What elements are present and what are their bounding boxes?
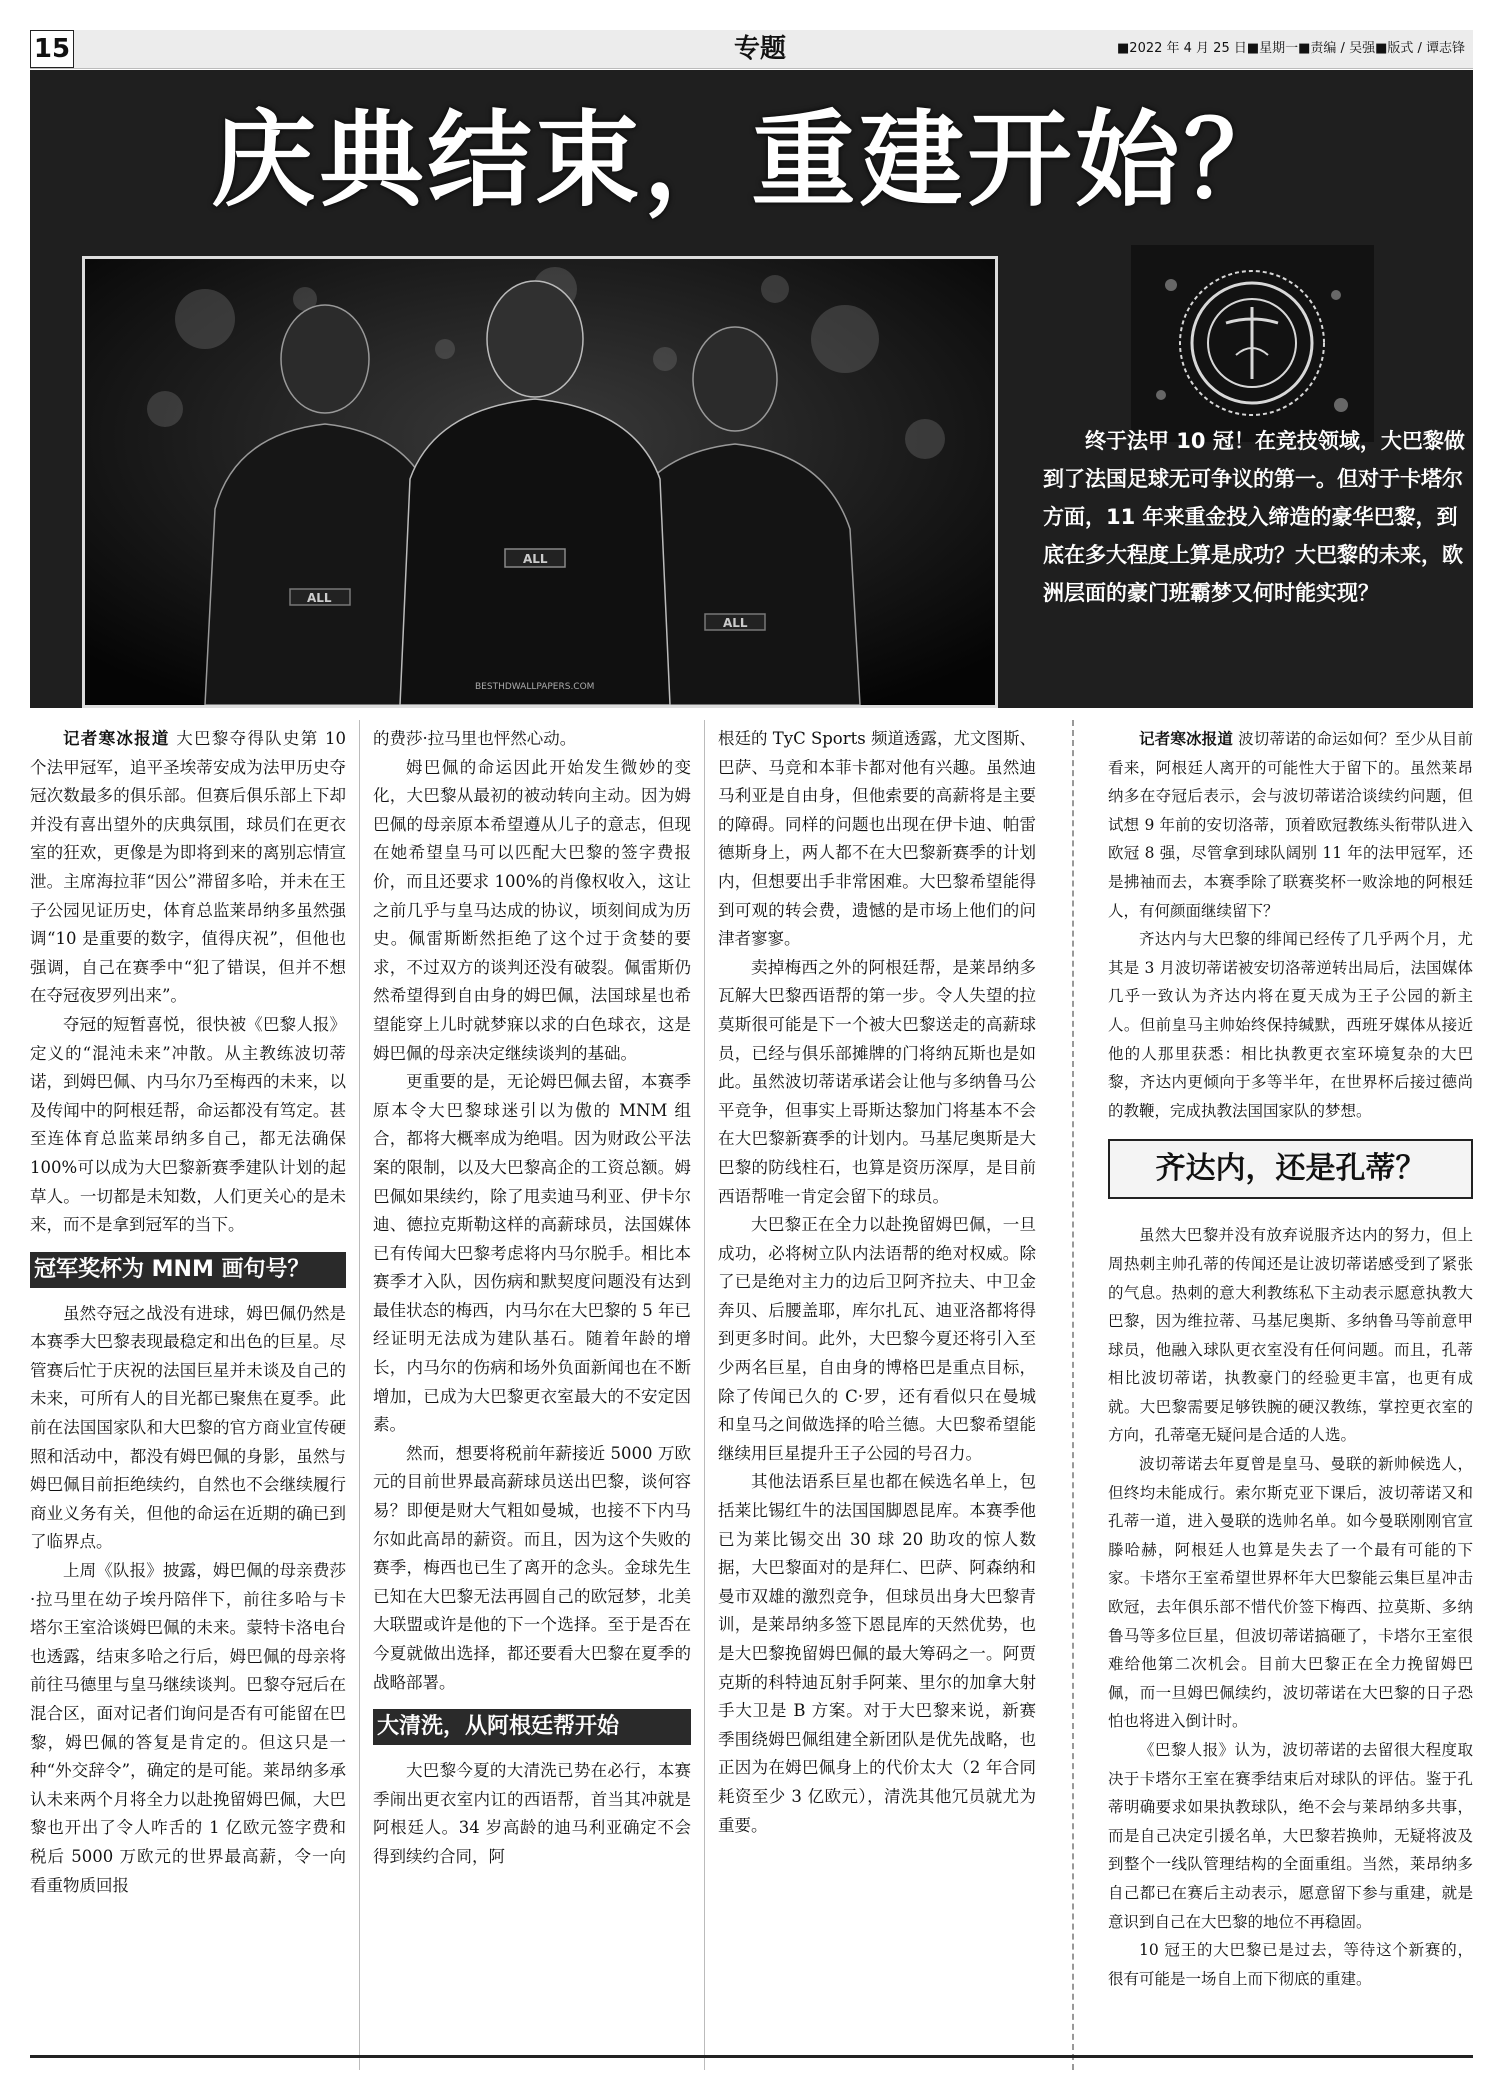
subheading: 大清洗，从阿根廷帮开始 xyxy=(373,1709,691,1745)
article-column-4 xyxy=(1108,725,1473,1993)
article-paragraph: 10 冠王的大巴黎已是过去，等待这个新赛的，很有可能是一场自上而下彻底的重建。 xyxy=(1108,1941,1473,1988)
article-column-1 xyxy=(30,725,346,1900)
article-paragraph: 上周《队报》披露，姆巴佩的母亲费莎·拉马里在幼子埃丹陪伴下，前往多哈与卡塔尔王室洽谈姆巴佩的未来。蒙特卡洛电台也透露，结束多哈之行后，姆巴佩的母亲将前往马德里与皇马继续谈判。巴黎夺冠后在混合区，面对记者们询问是否有可能留在巴黎，姆巴佩的答复是肯定的。但这只是一种“外交辞令”，确定的是可能。莱昂纳多承认未来两个月将全力以赴挽留姆巴佩，大巴黎也开出了令人咋舌的 1 亿欧元签字费和税后 5000 万欧元的世界最高薪，令一向看重物质回报 xyxy=(30,1561,346,1895)
column-rule xyxy=(359,720,360,2070)
column-rule xyxy=(704,720,705,2070)
page-number: 15 xyxy=(30,30,74,68)
article-paragraph: 虽然大巴黎并没有放弃说服齐达内的努力，但上周热刺主帅孔蒂的传闻还是让波切蒂诺感受到了紧张的气息。热刺的意大利教练私下主动表示愿意执教大巴黎，因为维拉蒂、马基尼奥斯、多纳鲁马等前意甲球员，他融入球队更衣室没有任何问题。而且，孔蒂相比波切蒂诺，执教豪门的经验更丰富，也更有成就。大巴黎需要足够铁腕的硬汉教练，掌控更衣室的方向，孔蒂毫无疑问是合适的人选。 xyxy=(1108,1226,1473,1445)
article-paragraph xyxy=(30,725,346,1011)
section-title: 专题 xyxy=(733,34,786,64)
article-column-2 xyxy=(373,725,691,1872)
photo-credit: BESTHDWALLPAPERS.COM xyxy=(475,682,595,692)
jersey-text-left: ALL xyxy=(307,591,332,605)
article-paragraph: 波切蒂诺去年夏曾是皇马、曼联的新帅候选人，但终均未能成行。索尔斯克亚下课后，波切蒂诺又和孔蒂一道，进入曼联的选帅名单。如今曼联刚刚官宣滕哈赫，阿根廷人也算是失去了一个最有可能的下家。卡塔尔王室希望世界杯年大巴黎能云集巨星冲击欧冠，去年俱乐部不惜代价签下梅西、拉莫斯、多纳鲁马等多位巨星，但波切蒂诺搞砸了，卡塔尔王室很难给他第二次机会。目前大巴黎正在全力挽留姆巴佩，而一旦姆巴佩续约，波切蒂诺在大巴黎的日子恐怕也将进入倒计时。 xyxy=(1108,1455,1473,1731)
paragraph-text: 大巴黎夺得队史第 10 个法甲冠军，追平圣埃蒂安成为法甲历史夺冠次数最多的俱乐部。但赛后俱乐部上下却并没有喜出望外的庆典氛围，球员们在更衣室的狂欢，更像是为即将到来的离别忘情宣泄。主席海拉菲“因公”滞留多哈，并未在王子公园见证历史，体育总监莱昂纳多虽然强调“10 是重要的数字，值得庆祝”，但他也强调，自己在赛季中“犯了错误，但并不想在夺冠夜罗列出来”。 xyxy=(30,729,346,1006)
article-paragraph: 其他法语系巨星也都在候选名单上，包括莱比锡红牛的法国国脚恩昆库。本赛季他已为莱比锡交出 30 球 20 助攻的惊人数据，大巴黎面对的是拜仁、巴萨、阿森纳和曼市双雄的激烈竞争，但球员出身大巴黎青训，是莱昂纳多签下恩昆库的天然优势，也是大巴黎挽留姆巴佩的最大筹码之一。阿贾克斯的科特迪瓦射手阿莱、里尔的加拿大射手大卫是 B 方案。对于大巴黎来说，新赛季围绕姆巴佩组建全新团队是优先战略，也正因为在姆巴佩身上的代价太大（2 年合同耗资至少 3 亿欧元），清洗其他冗员就尤为重要。 xyxy=(718,1472,1036,1835)
players-illustration xyxy=(85,259,995,705)
article-paragraph: 虽然夺冠之战没有进球，姆巴佩仍然是本赛季大巴黎表现最稳定和出色的巨星。尽管赛后忙于庆祝的法国巨星并未谈及自己的未来，可所有人的目光都已聚焦在夏季。此前在法国国家队和大巴黎的官方商业宣传硬照和活动中，都没有姆巴佩的身影，虽然与姆巴佩目前拒绝续约，自然也不会继续履行商业义务有关，但他的命运在近期的确已到了临界点。 xyxy=(30,1303,346,1552)
jersey-text-right: ALL xyxy=(723,616,748,630)
article-paragraph: 齐达内与大巴黎的绯闻已经传了几乎两个月，尤其是 3 月波切蒂诺被安切洛蒂逆转出局后，法国媒体几乎一致认为齐达内将在夏天成为王子公园的新主人。但前皇马主帅始终保持缄默，西班牙媒体从接近他的人那里获悉：相比执教更衣室环境复杂的大巴黎，齐达内更倾向于多等半年，在世界杯后接过德尚的教鞭，完成执教法国国家队的梦想。 xyxy=(1108,930,1473,1120)
column-rule xyxy=(1072,720,1074,2070)
crest-icon xyxy=(1131,245,1374,442)
hero-banner xyxy=(30,70,1473,708)
psg-crest-image xyxy=(1131,245,1374,442)
page-header xyxy=(30,30,1473,69)
paragraph-text: 波切蒂诺的命运如何？至少从目前看来，阿根廷人离开的可能性大于留下的。虽然莱昂纳多在夺冠后表示，会与波切蒂诺洽谈续约问题，但试想 9 年前的安切洛蒂，顶着欧冠教练头衔带队进入欧冠 8 强，尽管拿到球队阔别 11 年的法甲冠军，还是拂袖而去，本赛季除了联赛奖杯一败涂地的阿根廷人，有何颜面继续留下？ xyxy=(1108,730,1473,920)
byline: 记者寒冰报道 xyxy=(63,729,170,748)
byline: 记者寒冰报道 xyxy=(1139,730,1234,748)
article-paragraph: 更重要的是，无论姆巴佩去留，本赛季原本令大巴黎球迷引以为傲的 MNM 组合，都将大概率成为绝唱。因为财政公平法案的限制，以及大巴黎高企的工资总额。姆巴佩如果续约，除了甩卖迪马利亚、伊卡尔迪、德拉克斯勒这样的高薪球员，法国媒体已有传闻大巴黎考虑将内马尔脱手。相比本赛季才入队，因伤病和默契度问题没有达到最佳状态的梅西，内马尔在大巴黎的 5 年已经证明无法成为建队基石。随着年龄的增长，内马尔的伤病和场外负面新闻也在不断增加，已成为大巴黎更衣室最大的不安定因素。 xyxy=(373,1072,691,1435)
article-paragraph xyxy=(1108,725,1473,925)
article-paragraph: 《巴黎人报》认为，波切蒂诺的去留很大程度取决于卡塔尔王室在赛季结束后对球队的评估。鉴于孔蒂明确要求如果执教球队，绝不会与莱昂纳多共事，而是自己决定引援名单，大巴黎若换帅，无疑将波及到整个一线队管理结构的全面重组。当然，莱昂纳多自己都已在赛后主动表示，愿意留下参与重建，就是意识到自己在大巴黎的地位不再稳固。 xyxy=(1108,1741,1473,1931)
article-paragraph: 姆巴佩的命运因此开始发生微妙的变化，大巴黎从最初的被动转向主动。因为姆巴佩的母亲原本希望遵从儿子的意志，但现在她希望皇马可以匹配大巴黎的签字费报价，而且还要求 100%的肖像权收入，这让之前几乎与皇马达成的协议，顷刻间成为历史。佩雷斯断然拒绝了这个过于贪婪的要求，不过双方的谈判还没有破裂。佩雷斯仍然希望得到自由身的姆巴佩，法国球星也希望能穿上儿时就梦寐以求的白色球衣，这是姆巴佩的母亲决定继续谈判的基础。 xyxy=(373,757,691,1063)
article-paragraph: 的费莎·拉马里也怦然心动。 xyxy=(373,729,577,748)
article-paragraph: 大巴黎正在全力以赴挽留姆巴佩，一旦成功，必将树立队内法语帮的绝对权威。除了已是绝对主力的边后卫阿齐拉夫、中卫金奔贝、后腰盖耶，库尔扎瓦、迪亚洛都将得到更多时间。此外，大巴黎今夏还将引入至少两名巨星，自由身的博格巴是重点目标，除了传闻已久的 C·罗，还有看似只在曼城和皇马之间做选择的哈兰德。大巴黎希望能继续用巨星提升王子公园的号召力。 xyxy=(718,1215,1036,1463)
article-paragraph: 卖掉梅西之外的阿根廷帮，是莱昂纳多瓦解大巴黎西语帮的第一步。令人失望的拉莫斯很可能是下一个被大巴黎送走的高薪球员，已经与俱乐部摊牌的门将纳瓦斯也是如此。虽然波切蒂诺承诺会让他与多纳鲁马公平竞争，但事实上哥斯达黎加门将基本不会在大巴黎新赛季的计划内。马基尼奥斯是大巴黎的防线柱石，也算是资历深厚，是目前西语帮唯一肯定会留下的球员。 xyxy=(718,957,1036,1206)
subheading: 冠军奖杯为 MNM 画句号？ xyxy=(30,1252,346,1288)
subheading: 齐达内，还是孔蒂？ xyxy=(1108,1139,1473,1199)
headline: 庆典结束，重建开始？ xyxy=(211,98,1292,221)
article-paragraph: 大巴黎今夏的大清洗已势在必行，本赛季闹出更衣室内讧的西语帮，首当其冲就是阿根廷人。34 岁高龄的迪马利亚确定不会得到续约合同，阿 xyxy=(373,1761,691,1866)
article-paragraph: 根廷的 TyC Sports 频道透露，尤文图斯、巴萨、马竞和本菲卡都对他有兴趣。虽然迪马利亚是自由身，但他索要的高薪将是主要的障碍。同样的问题也出现在伊卡迪、帕雷德斯身上，两人都不在大巴黎新赛季的计划内，但想要出手非常困难。大巴黎希望能得到可观的转会费，遗憾的是市场上他们的问津者寥寥。 xyxy=(718,729,1036,949)
article-paragraph: 然而，想要将税前年薪接近 5000 万欧元的目前世界最高薪球员送出巴黎，谈何容易？即便是财大气粗如曼城，也接不下内马尔如此高昂的薪资。而且，因为这个失败的赛季，梅西也已生了离开的念头。金球先生已知在大巴黎无法再圆自己的欧冠梦，北美大联盟或许是他的下一个选择。至于是否在今夏就做出选择，都还要看大巴黎在夏季的战略部署。 xyxy=(373,1443,691,1692)
issue-meta: ■2022 年 4 月 25 日■星期一■责编 / 吴强■版式 / 谭志锋 xyxy=(1117,41,1465,56)
article-column-3 xyxy=(718,725,1036,1840)
players-photo xyxy=(82,256,998,708)
bottom-rule xyxy=(30,2055,1473,2058)
article-paragraph: 夺冠的短暂喜悦，很快被《巴黎人报》定义的“混沌未来”冲散。从主教练波切蒂诺，到姆巴佩、内马尔乃至梅西的未来，以及传闻中的阿根廷帮，命运都没有笃定。甚至连体育总监莱昂纳多自己，都无法确保 100%可以成为大巴黎新赛季建队计划的起草人。一切都是未知数，人们更关心的是未来，而不是拿到冠军的当下。 xyxy=(30,1014,346,1235)
intro-paragraph: 终于法甲 10 冠！在竞技领域，大巴黎做到了法国足球无可争议的第一。但对于卡塔尔方面，11 年来重金投入缔造的豪华巴黎，到底在多大程度上算是成功？大巴黎的未来，欧洲层面的豪门班霸梦又何时能实现？ xyxy=(1043,429,1465,605)
jersey-text-center: ALL xyxy=(523,552,548,566)
